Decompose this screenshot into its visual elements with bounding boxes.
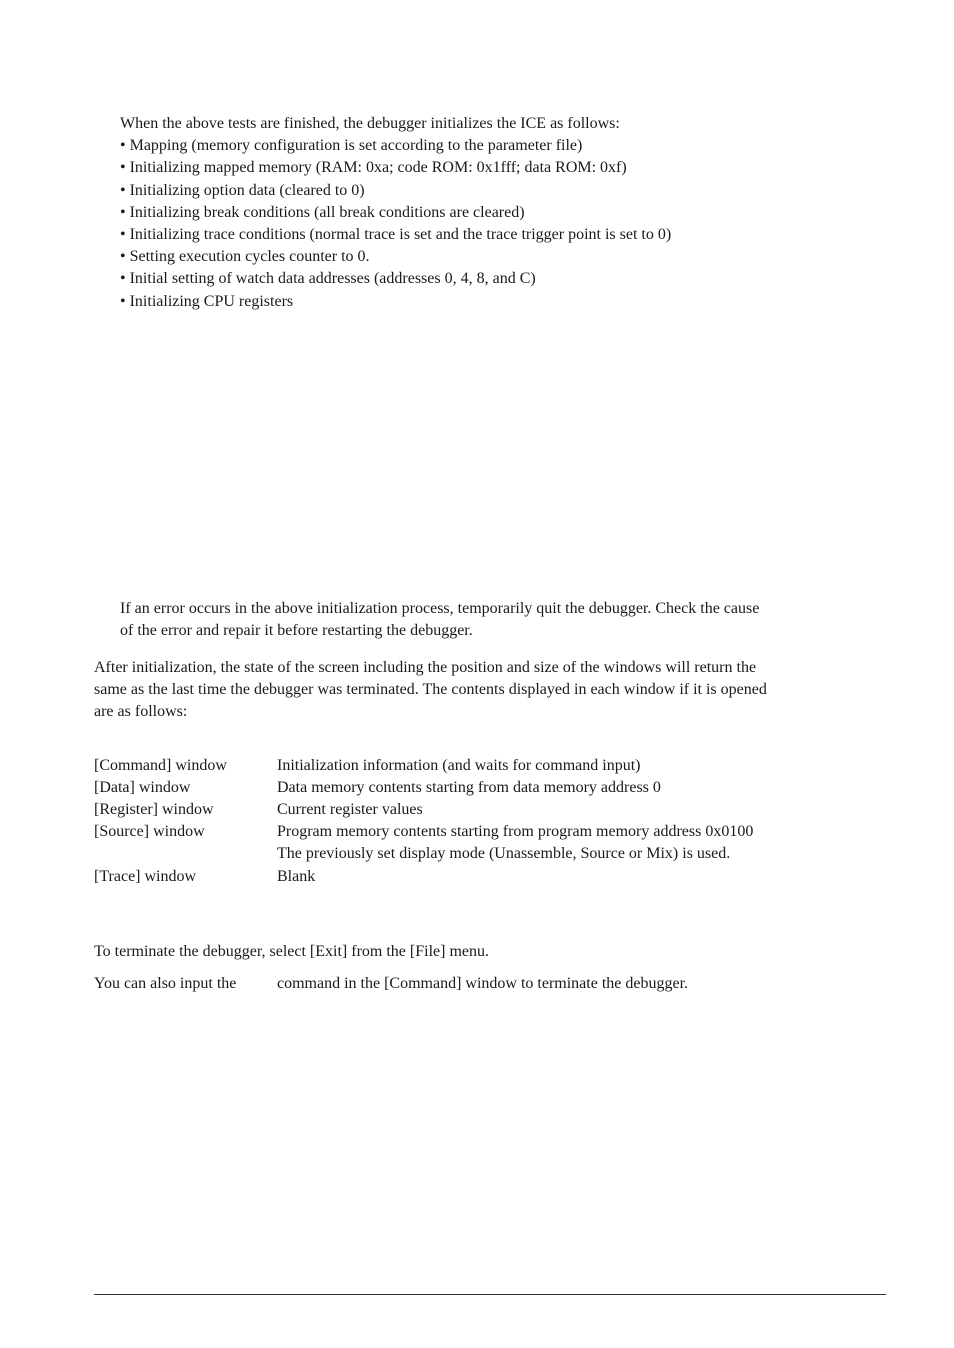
window-contents: The previously set display mode (Unassemble, Source or Mix) is used. xyxy=(277,845,731,862)
init-item: • Initializing trace conditions (normal trace is set and the trace trigger point is set to 0) xyxy=(120,226,672,243)
error-note-line: If an error occurs in the above initialization process, temporarily quit the debugger. Check the cause xyxy=(120,600,760,617)
init-item: • Mapping (memory configuration is set according to the parameter file) xyxy=(120,137,583,154)
window-name: [Command] window xyxy=(94,757,227,774)
error-note-line: of the error and repair it before restarting the debugger. xyxy=(120,622,473,639)
footer-rule xyxy=(94,1294,886,1295)
window-contents: Program memory contents starting from program memory address 0x0100 xyxy=(277,823,754,840)
init-intro: When the above tests are finished, the debugger initializes the ICE as follows: xyxy=(120,115,620,132)
init-item: • Setting execution cycles counter to 0. xyxy=(120,248,370,265)
window-name: [Data] window xyxy=(94,779,191,796)
window-name: [Register] window xyxy=(94,801,214,818)
window-contents: Data memory contents starting from data memory address 0 xyxy=(277,779,661,796)
init-item: • Initializing CPU registers xyxy=(120,293,294,310)
after-init-line: After initialization, the state of the screen including the position and size of the windows will return the xyxy=(94,659,757,676)
init-item: • Initializing option data (cleared to 0) xyxy=(120,182,365,199)
init-item: • Initial setting of watch data addresses (addresses 0, 4, 8, and C) xyxy=(120,270,536,287)
init-item: • Initializing break conditions (all break conditions are cleared) xyxy=(120,204,525,221)
init-item: • Initializing mapped memory (RAM: 0xa; code ROM: 0x1fff; data ROM: 0xf) xyxy=(120,159,627,176)
terminate-line-suffix: command in the [Command] window to terminate the debugger. xyxy=(277,975,689,992)
terminate-line: To terminate the debugger, select [Exit] from the [File] menu. xyxy=(94,943,489,960)
window-contents: Initialization information (and waits for command input) xyxy=(277,757,641,774)
window-contents: Blank xyxy=(277,868,316,885)
terminate-line-prefix: You can also input the xyxy=(94,975,237,992)
window-name: [Trace] window xyxy=(94,868,197,885)
after-init-line: are as follows: xyxy=(94,703,188,720)
after-init-line: same as the last time the debugger was terminated. The contents displayed in each window if it is opened xyxy=(94,681,767,698)
window-contents: Current register values xyxy=(277,801,423,818)
window-name: [Source] window xyxy=(94,823,205,840)
